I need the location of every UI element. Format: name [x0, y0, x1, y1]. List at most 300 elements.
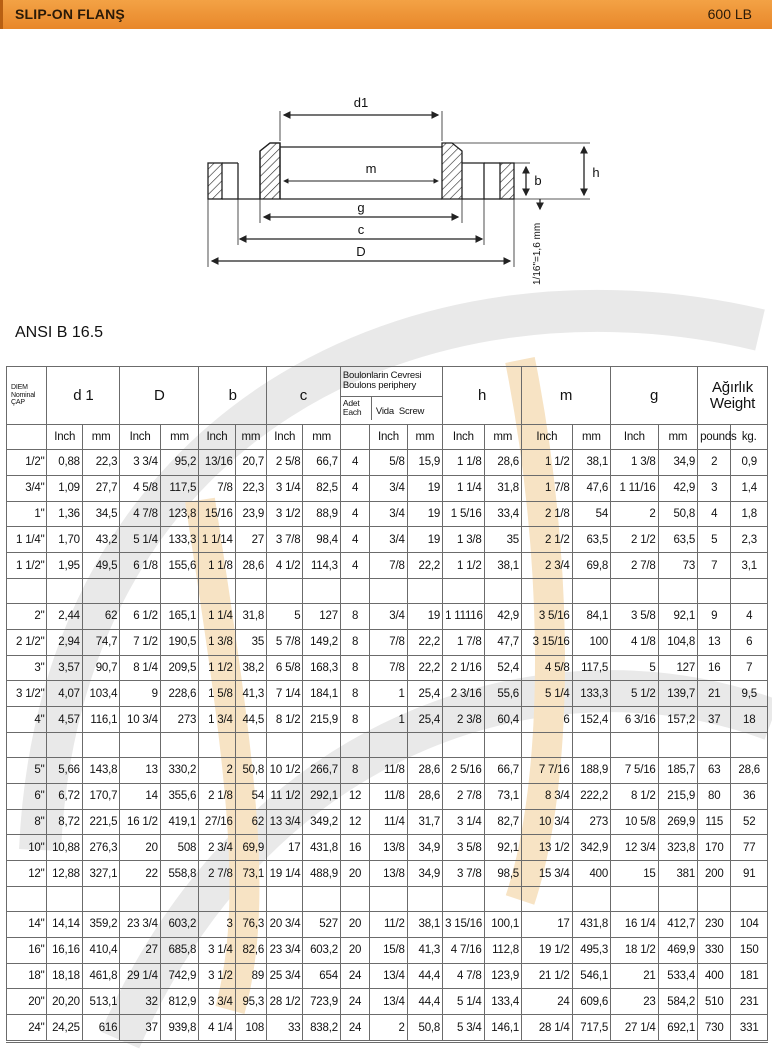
table-cell: 20 — [340, 861, 369, 887]
label-c: c — [357, 222, 365, 237]
spacer-row — [7, 886, 768, 911]
table-cell: 3 15/16 — [443, 911, 484, 937]
table-cell: 1,70 — [47, 527, 82, 553]
table-cell: 209,5 — [160, 655, 198, 681]
label-b: b — [534, 173, 542, 188]
table-cell: 13/16 — [199, 450, 235, 476]
table-row — [7, 501, 768, 527]
table-cell: 10" — [7, 835, 47, 861]
table-cell: 1 1/8 — [443, 450, 484, 476]
table-cell: 1 3/8 — [199, 629, 235, 655]
table-cell: 123,8 — [160, 501, 198, 527]
table-cell: 21 — [698, 681, 731, 707]
table-cell: 92,1 — [658, 603, 697, 629]
table-cell: 5 — [267, 603, 303, 629]
table-cell: 603,2 — [160, 911, 198, 937]
table-cell: 11/8 — [370, 757, 407, 783]
table-cell: 6 — [731, 629, 768, 655]
spacer-cell — [572, 886, 610, 911]
table-cell: 13 1/2 — [522, 835, 573, 861]
table-cell: 273 — [572, 809, 610, 835]
table-cell: 19 1/4 — [267, 861, 303, 887]
unit-header-18: kg. — [731, 425, 768, 450]
table-cell: 12 — [340, 783, 369, 809]
table-cell: 13 — [120, 757, 160, 783]
table-cell: 2 — [698, 450, 731, 476]
table-cell: 17 — [522, 911, 573, 937]
spacer-cell — [160, 732, 198, 757]
table-cell: 723,9 — [303, 989, 340, 1015]
d1-header: d 1 — [47, 367, 120, 425]
table-cell: 15 — [611, 861, 659, 887]
table-cell: 508 — [160, 835, 198, 861]
table-cell: 73,1 — [484, 783, 521, 809]
table-cell: 1 1/4" — [7, 527, 47, 553]
table-cell: 82,5 — [303, 475, 340, 501]
table-cell: 400 — [698, 963, 731, 989]
table-row — [7, 475, 768, 501]
spacer-cell — [572, 732, 610, 757]
table-cell: 10 5/8 — [611, 809, 659, 835]
table-cell: 410,4 — [82, 937, 119, 963]
table-cell: 4 1/2 — [267, 553, 303, 579]
table-cell: 44,4 — [407, 963, 442, 989]
table-cell: 82,7 — [484, 809, 521, 835]
table-cell: 18 1/2 — [611, 937, 659, 963]
table-cell: 90,7 — [82, 655, 119, 681]
table-cell: 6 3/16 — [611, 707, 659, 733]
table-cell: 24 — [522, 989, 573, 1015]
table-cell: 62 — [82, 603, 119, 629]
spacer-row — [7, 732, 768, 757]
spacer-cell — [572, 578, 610, 603]
table-cell: 2 7/8 — [443, 783, 484, 809]
table-cell: 19 1/2 — [522, 937, 573, 963]
table-cell: 9 — [698, 603, 731, 629]
table-cell: 76,3 — [235, 911, 266, 937]
table-cell: 22,2 — [407, 655, 442, 681]
table-row — [7, 861, 768, 887]
table-cell: 20 3/4 — [267, 911, 303, 937]
table-cell: 4 5/8 — [522, 655, 573, 681]
table-cell: 18,18 — [47, 963, 82, 989]
table-cell: 8,72 — [47, 809, 82, 835]
table-cell: 3,57 — [47, 655, 82, 681]
table-cell: 28,6 — [407, 783, 442, 809]
table-cell: 25,4 — [407, 681, 442, 707]
header-bar — [0, 0, 772, 29]
table-cell: 116,1 — [82, 707, 119, 733]
table-cell: 6 1/8 — [120, 553, 160, 579]
unit-blank — [7, 425, 47, 450]
table-cell: 355,6 — [160, 783, 198, 809]
table-cell: 3/4 — [370, 527, 407, 553]
dimensions-table — [6, 366, 768, 1041]
m-header: m — [522, 367, 611, 425]
table-cell: 25 3/4 — [267, 963, 303, 989]
table-cell: 222,2 — [572, 783, 610, 809]
table-cell: 31,8 — [484, 475, 521, 501]
weight-header: Ağırlık Weight — [698, 367, 768, 425]
nominal-header: DIEM Nominal ÇAP — [7, 367, 47, 425]
table-cell: 2,44 — [47, 603, 82, 629]
spacer-cell — [82, 578, 119, 603]
table-cell: 8 3/4 — [522, 783, 573, 809]
table-cell: 3 5/8 — [443, 835, 484, 861]
table-cell: 812,9 — [160, 989, 198, 1015]
label-D: D — [356, 244, 366, 259]
spacer-cell — [731, 732, 768, 757]
table-cell: 2 1/16 — [443, 655, 484, 681]
table-cell: 654 — [303, 963, 340, 989]
c-header: c — [267, 367, 341, 425]
table-cell: 33,4 — [484, 501, 521, 527]
h-header: h — [443, 367, 522, 425]
table-cell: 6 1/2 — [120, 603, 160, 629]
table-cell: 170,7 — [82, 783, 119, 809]
table-cell: 3 7/8 — [443, 861, 484, 887]
table-cell: 31,7 — [407, 809, 442, 835]
table-cell: 1 1/14 — [199, 527, 235, 553]
table-cell: 1 — [370, 681, 407, 707]
table-cell: 104 — [731, 911, 768, 937]
spacer-cell — [611, 732, 659, 757]
table-cell: 123,9 — [484, 963, 521, 989]
table-cell: 98,4 — [303, 527, 340, 553]
spacer-cell — [698, 578, 731, 603]
table-cell: 1 1/8 — [199, 553, 235, 579]
table-cell: 27/16 — [199, 809, 235, 835]
table-cell: 1,36 — [47, 501, 82, 527]
table-cell: 16" — [7, 937, 47, 963]
table-cell: 7/8 — [370, 629, 407, 655]
table-cell: 89 — [235, 963, 266, 989]
table-cell: 20 — [340, 911, 369, 937]
table-cell: 4 — [340, 475, 369, 501]
table-cell: 157,2 — [658, 707, 697, 733]
table-cell: 7/8 — [370, 553, 407, 579]
table-cell: 431,8 — [303, 835, 340, 861]
table-cell: 13 3/4 — [267, 809, 303, 835]
unit-header-15: Inch — [611, 425, 659, 450]
table-cell: 5" — [7, 757, 47, 783]
table-cell: 28,6 — [731, 757, 768, 783]
table-cell: 23 3/4 — [120, 911, 160, 937]
spacer-cell — [522, 886, 573, 911]
table-cell: 19 — [407, 527, 442, 553]
table-cell: 9 — [120, 681, 160, 707]
table-cell: 2 5/8 — [267, 450, 303, 476]
table-cell: 23 — [611, 989, 659, 1015]
table-cell: 22 — [120, 861, 160, 887]
spacer-cell — [303, 886, 340, 911]
table-cell: 42,9 — [658, 475, 697, 501]
table-cell: 5 — [698, 527, 731, 553]
table-cell: 2 3/8 — [443, 707, 484, 733]
table-cell: 20 — [340, 937, 369, 963]
table-cell: 616 — [82, 1015, 119, 1041]
table-cell: 14,14 — [47, 911, 82, 937]
spacer-cell — [7, 886, 47, 911]
table-cell: 4 1/8 — [611, 629, 659, 655]
table-cell: 3,1 — [731, 553, 768, 579]
table-cell: 23 3/4 — [267, 937, 303, 963]
unit-header-8 — [340, 425, 369, 450]
table-cell: 100 — [572, 629, 610, 655]
spacer-cell — [484, 732, 521, 757]
flange-diagram — [190, 85, 610, 295]
table-cell: 381 — [658, 861, 697, 887]
table-cell: 4 — [731, 603, 768, 629]
table-cell: 939,8 — [160, 1015, 198, 1041]
standard-label: ANSI B 16.5 — [15, 324, 104, 341]
table-cell: 170 — [698, 835, 731, 861]
unit-header-14: mm — [572, 425, 610, 450]
table-cell: 6 — [522, 707, 573, 733]
table-cell: 10 3/4 — [522, 809, 573, 835]
table-cell: 35 — [484, 527, 521, 553]
spacer-row — [7, 578, 768, 603]
table-cell: 7 7/16 — [522, 757, 573, 783]
table-cell: 4 1/4 — [199, 1015, 235, 1041]
table-cell: 104,8 — [658, 629, 697, 655]
table-row — [7, 1015, 768, 1041]
table-cell: 8 1/2 — [267, 707, 303, 733]
table-cell: 47,6 — [572, 475, 610, 501]
table-cell: 1 1/2 — [199, 655, 235, 681]
table-cell: 190,5 — [160, 629, 198, 655]
table-cell: 3 3/4 — [120, 450, 160, 476]
table-row — [7, 655, 768, 681]
label-m: m — [365, 161, 377, 176]
table-cell: 3 1/4 — [267, 475, 303, 501]
spacer-cell — [407, 886, 442, 911]
table-cell: 11/2 — [370, 911, 407, 937]
table-cell: 8 — [340, 707, 369, 733]
table-cell: 495,3 — [572, 937, 610, 963]
table-cell: 2" — [7, 603, 47, 629]
table-cell: 43,2 — [82, 527, 119, 553]
table-cell: 2 3/4 — [522, 553, 573, 579]
unit-header-2: Inch — [120, 425, 160, 450]
pressure-rating: 600 LB — [707, 6, 752, 22]
table-cell: 50,8 — [407, 1015, 442, 1041]
unit-header-1: mm — [82, 425, 119, 450]
table-cell: 38,1 — [572, 450, 610, 476]
table-cell: 41,3 — [407, 937, 442, 963]
table-cell: 2 7/8 — [611, 553, 659, 579]
table-cell: 0,9 — [731, 450, 768, 476]
table-cell: 3/4 — [370, 603, 407, 629]
table-cell: 38,1 — [484, 553, 521, 579]
spacer-cell — [303, 732, 340, 757]
table-cell: 323,8 — [658, 835, 697, 861]
table-cell: 98,5 — [484, 861, 521, 887]
table-cell: 1 1/4 — [199, 603, 235, 629]
table-cell: 14 — [120, 783, 160, 809]
table-cell: 80 — [698, 783, 731, 809]
table-cell: 13/8 — [370, 835, 407, 861]
spacer-cell — [82, 886, 119, 911]
spacer-cell — [267, 732, 303, 757]
table-cell: 95,2 — [160, 450, 198, 476]
table-cell: 15 3/4 — [522, 861, 573, 887]
table-cell: 31,8 — [235, 603, 266, 629]
table-cell: 330 — [698, 937, 731, 963]
table-cell: 8 — [340, 681, 369, 707]
table-cell: 533,4 — [658, 963, 697, 989]
table-cell: 16 1/2 — [120, 809, 160, 835]
spacer-cell — [370, 732, 407, 757]
table-cell: 342,9 — [572, 835, 610, 861]
table-cell: 2 — [370, 1015, 407, 1041]
table-cell: 331 — [731, 1015, 768, 1041]
spacer-cell — [199, 732, 235, 757]
table-cell: 19 — [407, 603, 442, 629]
table-cell: 34,9 — [658, 450, 697, 476]
table-cell: 10,88 — [47, 835, 82, 861]
table-cell: 5,66 — [47, 757, 82, 783]
table-cell: 52,4 — [484, 655, 521, 681]
spacer-cell — [7, 578, 47, 603]
table-cell: 22,2 — [407, 553, 442, 579]
table-cell: 63,5 — [658, 527, 697, 553]
table-row — [7, 707, 768, 733]
table-cell: 349,2 — [303, 809, 340, 835]
spacer-cell — [443, 886, 484, 911]
table-cell: 1/2" — [7, 450, 47, 476]
table-cell: 32 — [120, 989, 160, 1015]
table-cell: 38,1 — [407, 911, 442, 937]
table-cell: 1 3/8 — [443, 527, 484, 553]
spacer-cell — [522, 732, 573, 757]
table-cell: 27,7 — [82, 475, 119, 501]
spacer-cell — [407, 732, 442, 757]
spacer-cell — [120, 886, 160, 911]
spacer-cell — [340, 732, 369, 757]
table-cell: 47,7 — [484, 629, 521, 655]
table-cell: 527 — [303, 911, 340, 937]
table-cell: 2,3 — [731, 527, 768, 553]
table-cell: 82,6 — [235, 937, 266, 963]
spacer-cell — [443, 732, 484, 757]
spacer-cell — [370, 886, 407, 911]
spacer-cell — [303, 578, 340, 603]
table-cell: 185,7 — [658, 757, 697, 783]
spacer-cell — [235, 732, 266, 757]
unit-header-4: Inch — [199, 425, 235, 450]
label-g: g — [357, 200, 365, 215]
table-row — [7, 937, 768, 963]
spacer-cell — [199, 886, 235, 911]
table-cell: 3 7/8 — [267, 527, 303, 553]
table-cell: 2 3/16 — [443, 681, 484, 707]
table-cell: 88,9 — [303, 501, 340, 527]
table-cell: 5 1/4 — [120, 527, 160, 553]
table-cell: 29 1/4 — [120, 963, 160, 989]
spacer-cell — [82, 732, 119, 757]
table-cell: 11/4 — [370, 809, 407, 835]
table-cell: 73,1 — [235, 861, 266, 887]
table-cell: 27 1/4 — [611, 1015, 659, 1041]
table-cell: 149,2 — [303, 629, 340, 655]
table-cell: 327,1 — [82, 861, 119, 887]
table-cell: 1" — [7, 501, 47, 527]
table-cell: 1 3/4 — [199, 707, 235, 733]
table-cell: 16,16 — [47, 937, 82, 963]
spacer-cell — [443, 578, 484, 603]
table-cell: 8 — [340, 629, 369, 655]
table-cell: 133,3 — [160, 527, 198, 553]
table-cell: 114,3 — [303, 553, 340, 579]
table-cell: 28,6 — [235, 553, 266, 579]
table-cell: 5 1/4 — [522, 681, 573, 707]
b-header: b — [199, 367, 267, 425]
table-row — [7, 783, 768, 809]
table-cell: 1 7/8 — [522, 475, 573, 501]
table-cell: 112,8 — [484, 937, 521, 963]
table-cell: 143,8 — [82, 757, 119, 783]
table-cell: 3" — [7, 655, 47, 681]
spacer-cell — [47, 732, 82, 757]
table-cell: 63,5 — [572, 527, 610, 553]
table-cell: 1 11116 — [443, 603, 484, 629]
table-cell: 7 5/16 — [611, 757, 659, 783]
table-cell: 115 — [698, 809, 731, 835]
table-cell: 3 — [199, 911, 235, 937]
table-cell: 69,8 — [572, 553, 610, 579]
table-cell: 20 — [120, 835, 160, 861]
table-row — [7, 809, 768, 835]
table-cell: 7/8 — [199, 475, 235, 501]
table-cell: 276,3 — [82, 835, 119, 861]
table-cell: 20,7 — [235, 450, 266, 476]
table-cell: 3 — [698, 475, 731, 501]
table-bottom-line — [6, 1042, 768, 1043]
table-cell: 4 7/16 — [443, 937, 484, 963]
spacer-cell — [340, 578, 369, 603]
table-cell: 412,7 — [658, 911, 697, 937]
table-cell: 273 — [160, 707, 198, 733]
table-cell: 1 — [370, 707, 407, 733]
table-cell: 4,57 — [47, 707, 82, 733]
table-cell: 3/4 — [370, 475, 407, 501]
table-cell: 52 — [731, 809, 768, 835]
table-cell: 400 — [572, 861, 610, 887]
table-cell: 2,94 — [47, 629, 82, 655]
table-cell: 133,4 — [484, 989, 521, 1015]
table-cell: 2 3/4 — [199, 835, 235, 861]
table-cell: 21 1/2 — [522, 963, 573, 989]
unit-header-11: Inch — [443, 425, 484, 450]
table-cell: 19 — [407, 501, 442, 527]
table-cell: 12 3/4 — [611, 835, 659, 861]
table-cell: 13/4 — [370, 989, 407, 1015]
table-cell: 2 — [199, 757, 235, 783]
spacer-cell — [120, 578, 160, 603]
table-cell: 24 — [340, 963, 369, 989]
table-cell: 24 — [340, 989, 369, 1015]
table-cell: 3 15/16 — [522, 629, 573, 655]
table-cell: 117,5 — [160, 475, 198, 501]
table-cell: 10 1/2 — [267, 757, 303, 783]
table-cell: 2 1/2" — [7, 629, 47, 655]
table-cell: 74,7 — [82, 629, 119, 655]
table-cell: 66,7 — [303, 450, 340, 476]
unit-header-17: pounds — [698, 425, 731, 450]
table-row — [7, 911, 768, 937]
table-cell: 77 — [731, 835, 768, 861]
